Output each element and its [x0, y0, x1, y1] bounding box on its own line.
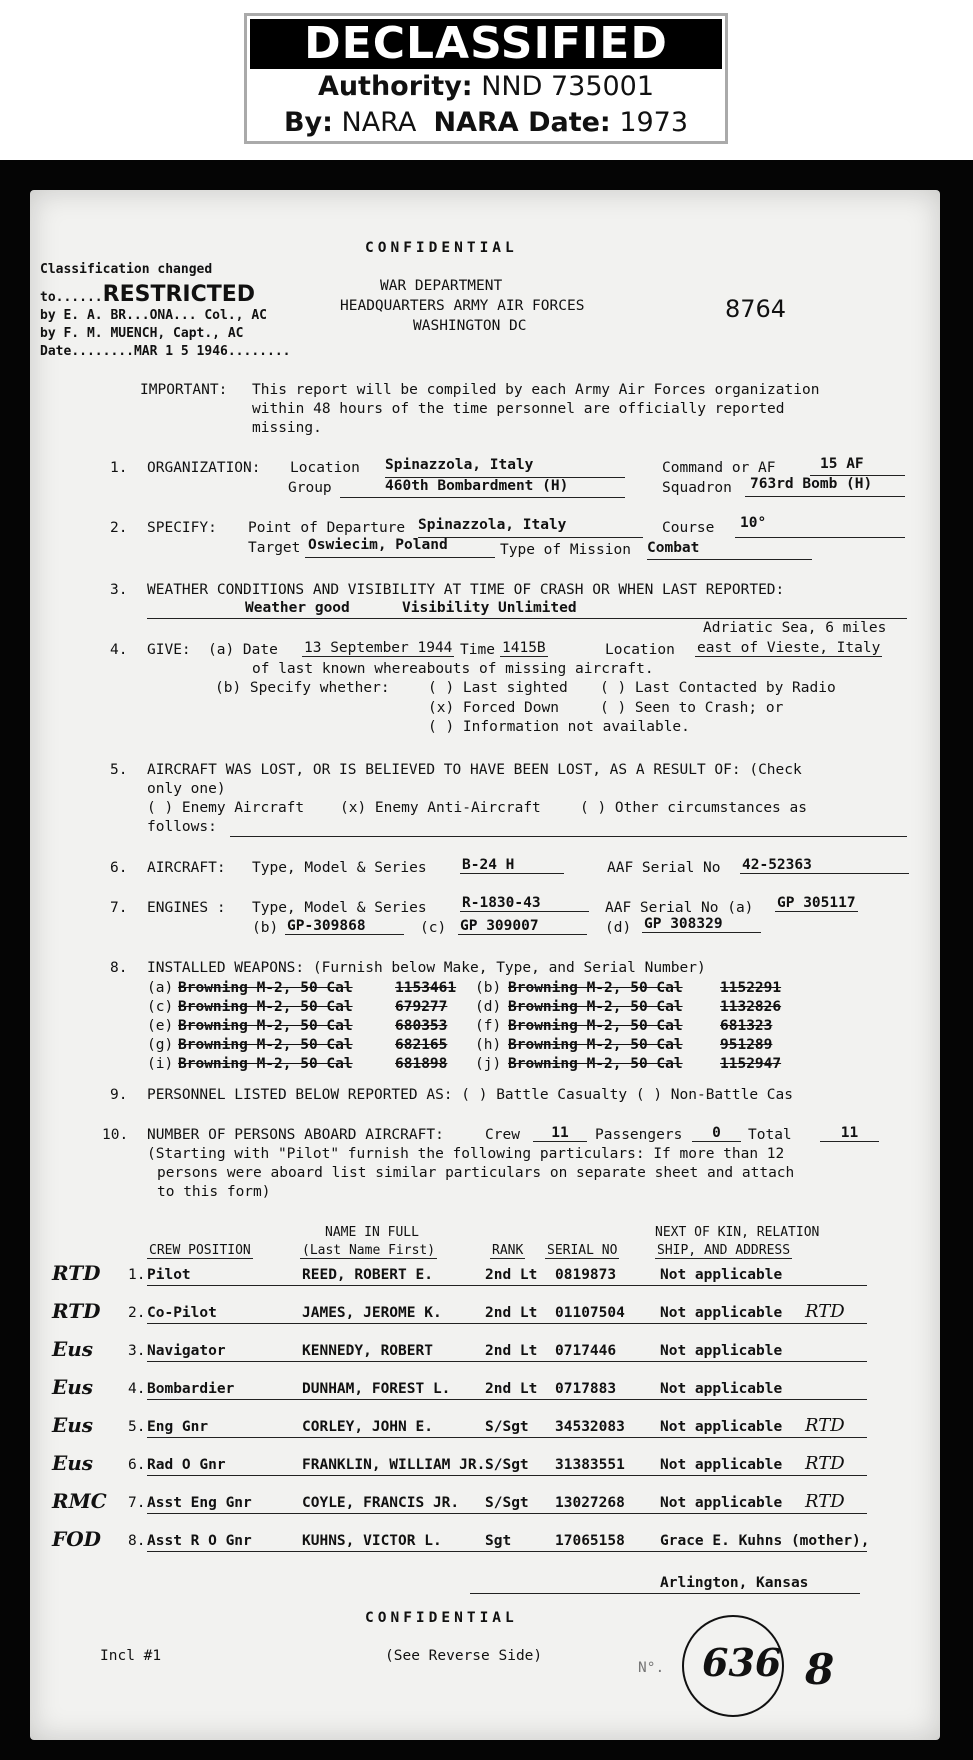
weapon-letter: (e) [147, 1018, 174, 1034]
s7-tms-value: R-1830-43 [460, 895, 589, 912]
weapon-serial: 1152291 [720, 980, 782, 996]
crew-rank: 2nd Lt [485, 1305, 538, 1321]
crew-position: Asst R O Gnr [147, 1533, 252, 1549]
s5-opt-other: ( ) Other circumstances as [580, 800, 807, 816]
crew-position: Bombardier [147, 1381, 235, 1397]
s5-opt-anti-aircraft: (x) Enemy Anti-Aircraft [340, 800, 541, 816]
crew-header-name1: NAME IN FULL [325, 1225, 419, 1240]
stamp-by: By: NARA NARA Date: 1973 [283, 107, 689, 138]
crew-rank: 2nd Lt [485, 1343, 538, 1359]
crew-header-position: CREW POSITION [149, 1243, 251, 1258]
crew-rank: S/Sgt [485, 1495, 529, 1511]
important-text1: This report will be compiled by each Army Air Forces organization [252, 382, 820, 398]
circled-number-text: 636 [702, 1640, 782, 1685]
s2-num: 2. [110, 520, 128, 536]
crew-serial: 17065158 [555, 1533, 625, 1549]
s7-b-label: (b) [252, 920, 279, 936]
weapon-serial: 682165 [395, 1037, 448, 1053]
crew-name: KUHNS, VICTOR L. [302, 1533, 442, 1549]
crew-handwritten-status: Eus [52, 1375, 94, 1399]
crew-name: KENNEDY, ROBERT [302, 1343, 433, 1359]
crew-header-name2: (Last Name First) [302, 1243, 436, 1258]
s10-crew-label: Crew [485, 1127, 520, 1143]
s1-location-label: Location [290, 460, 360, 476]
crew-number: 7. [128, 1495, 146, 1511]
s1-group-label: Group [288, 480, 332, 496]
weapon-serial: 681323 [720, 1018, 773, 1034]
s1-location-value: Spinazzola, Italy [385, 457, 534, 473]
crew-rank: Sgt [485, 1533, 512, 1549]
crew-handwritten-status: FOD [52, 1527, 101, 1551]
s10-line2: (Starting with "Pilot" furnish the following particulars: If more than 12 [147, 1146, 785, 1162]
crew-rank: 2nd Lt [485, 1381, 538, 1397]
hq: HEADQUARTERS ARMY AIR FORCES [340, 298, 585, 314]
s7-tms-label: Type, Model & Series [252, 900, 427, 916]
s7-serial-b: GP-309868 [285, 918, 404, 935]
s2-target-label: Target [248, 540, 301, 556]
weapon-letter: (d) [475, 999, 502, 1015]
crew-position: Rad O Gnr [147, 1457, 226, 1473]
s10-total-value: 11 [820, 1125, 879, 1142]
crew-number: 1. [128, 1267, 146, 1283]
crew-handwritten-note: RTD [805, 1301, 845, 1322]
s1-group-value: 460th Bombardment (H) [385, 478, 569, 494]
s10-label: NUMBER OF PERSONS ABOARD AIRCRAFT: [147, 1127, 444, 1143]
s4-whereabouts: of last known whereabouts of missing aircraft. [252, 661, 654, 677]
crew-handwritten-status: RTD [52, 1261, 101, 1285]
crew-handwritten-status: Eus [52, 1413, 94, 1437]
s1-squadron-value: 763rd Bomb (H) [750, 476, 873, 492]
crew-next-of-kin: Grace E. Kuhns (mother), [660, 1533, 870, 1549]
s7-num: 7. [110, 900, 128, 916]
s10-passengers-label: Passengers [595, 1127, 683, 1143]
weapon-serial: 951289 [720, 1037, 773, 1053]
s1-label: ORGANIZATION: [147, 460, 261, 476]
weapon-serial: 680353 [395, 1018, 448, 1034]
s4-date-label: (a) Date [208, 642, 278, 658]
crew-header-rank: RANK [492, 1243, 524, 1258]
s1-command-value: 15 AF [820, 456, 864, 472]
crew-row-rule [147, 1475, 867, 1476]
crew-number: 6. [128, 1457, 146, 1473]
s10-line3: persons were aboard list similar particulars on separate sheet and attach [157, 1165, 795, 1181]
document-page [30, 190, 940, 1740]
weapon-letter: (i) [147, 1056, 174, 1072]
department: WAR DEPARTMENT [380, 278, 503, 294]
s5-opt-enemy-aircraft: ( ) Enemy Aircraft [147, 800, 305, 816]
weapon-type: Browning M-2, 50 Cal [178, 1056, 353, 1072]
s2-label: SPECIFY: [147, 520, 217, 536]
crew-rank: S/Sgt [485, 1419, 529, 1435]
s5-line1: AIRCRAFT WAS LOST, OR IS BELIEVED TO HAVE BEEN LOST, AS A RESULT OF: (Check [147, 762, 802, 778]
s4-date-value: 13 September 1944 [304, 640, 453, 656]
crew-next-of-kin: Not applicable [660, 1305, 783, 1321]
s6-tms-label: Type, Model & Series [252, 860, 427, 876]
crew-next-of-kin: Not applicable [660, 1381, 783, 1397]
s4-opt-forced-down: (x) Forced Down [428, 700, 559, 716]
crew-serial: 0819873 [555, 1267, 617, 1283]
weapon-letter: (h) [475, 1037, 502, 1053]
crew-next-of-kin: Not applicable [660, 1419, 783, 1435]
stamp-title: DECLASSIFIED [250, 19, 722, 69]
weapon-letter: (j) [475, 1056, 502, 1072]
s8-label: INSTALLED WEAPONS: (Furnish below Make, Type, and Serial Number) [147, 960, 706, 976]
crew-handwritten-note: RTD [805, 1453, 845, 1474]
crew-next-of-kin: Not applicable [660, 1343, 783, 1359]
s10-line4: to this form) [157, 1184, 271, 1200]
s7-serial-c: GP 309007 [458, 918, 587, 935]
s4-location-line1: Adriatic Sea, 6 miles [703, 620, 887, 636]
s3-num: 3. [110, 582, 128, 598]
s10-num: 10. [102, 1127, 129, 1143]
crew-number: 2. [128, 1305, 146, 1321]
s4-time-value: 1415B [502, 640, 546, 656]
s6-label: AIRCRAFT: [147, 860, 226, 876]
weapon-type: Browning M-2, 50 Cal [508, 1018, 683, 1034]
s2-departure-label: Point of Departure [248, 520, 406, 536]
stamp-authority: Authority: NND 735001 [317, 71, 655, 102]
crew-name: CORLEY, JOHN E. [302, 1419, 433, 1435]
s10-crew-value: 11 [533, 1125, 587, 1142]
crew-position: Co-Pilot [147, 1305, 217, 1321]
s4-location-label: Location [605, 642, 675, 658]
weapon-serial: 681898 [395, 1056, 448, 1072]
confidential-footer: CONFIDENTIAL [365, 1610, 518, 1626]
reclass-line4: by F. M. MUENCH, Capt., AC [40, 326, 244, 341]
weapon-type: Browning M-2, 50 Cal [508, 999, 683, 1015]
s3-visibility-value: Visibility Unlimited [402, 600, 577, 616]
s5-num: 5. [110, 762, 128, 778]
reclass-line5: Date........MAR 1 5 1946........ [40, 344, 291, 359]
crew-serial: 13027268 [555, 1495, 625, 1511]
s5-line2: only one) [147, 781, 226, 797]
crew-serial: 34532083 [555, 1419, 625, 1435]
s4-num: 4. [110, 642, 128, 658]
number-label: N°. [638, 1660, 665, 1676]
crew-serial: 0717883 [555, 1381, 617, 1397]
weapon-type: Browning M-2, 50 Cal [178, 999, 353, 1015]
important-text3: missing. [252, 420, 322, 436]
weapon-letter: (a) [147, 980, 174, 996]
crew-serial: 31383551 [555, 1457, 625, 1473]
crew-handwritten-note: RTD [805, 1491, 845, 1512]
s3-weather-value: Weather good [245, 600, 350, 616]
weapon-serial: 1153461 [395, 980, 457, 996]
crew-header-kin1: NEXT OF KIN, RELATION [655, 1225, 820, 1240]
crew-name: DUNHAM, FOREST L. [302, 1381, 451, 1397]
crew-kin-address: Arlington, Kansas [660, 1575, 809, 1591]
crew-row-rule [147, 1437, 867, 1438]
s7-d-label: (d) [605, 920, 632, 936]
weapon-serial: 1152947 [720, 1056, 782, 1072]
crew-number: 3. [128, 1343, 146, 1359]
s4-location-line2: east of Vieste, Italy [697, 640, 881, 656]
crew-name: COYLE, FRANCIS JR. [302, 1495, 460, 1511]
weapon-type: Browning M-2, 50 Cal [178, 1018, 353, 1034]
crew-next-of-kin: Not applicable [660, 1457, 783, 1473]
reclass-line1: Classification changed [40, 262, 213, 277]
s1-squadron-label: Squadron [662, 480, 732, 496]
crew-handwritten-status: RTD [52, 1299, 101, 1323]
s4-opt-last-contacted: ( ) Last Contacted by Radio [600, 680, 836, 696]
s2-departure-value: Spinazzola, Italy [418, 517, 567, 533]
inclosure-label: Incl #1 [100, 1648, 162, 1664]
s6-serial-value: 42-52363 [740, 857, 909, 874]
crew-handwritten-status: RMC [52, 1489, 107, 1513]
crew-position: Eng Gnr [147, 1419, 209, 1435]
s6-serial-label: AAF Serial No [607, 860, 721, 876]
document-number: 8764 [725, 295, 787, 323]
weapon-letter: (f) [475, 1018, 502, 1034]
s4-time-label: Time [460, 642, 495, 658]
s2-mission-label: Type of Mission [500, 542, 631, 558]
s7-label: ENGINES : [147, 900, 226, 916]
crew-header-serial: SERIAL NO [547, 1243, 618, 1258]
s10-total-label: Total [748, 1127, 792, 1143]
s10-passengers-value: 0 [692, 1125, 741, 1142]
see-reverse: (See Reverse Side) [385, 1648, 543, 1664]
reclass-line3: by E. A. BR...ONA... Col., AC [40, 308, 267, 323]
weapon-serial: 1132826 [720, 999, 782, 1015]
city: WASHINGTON DC [413, 318, 527, 334]
s6-tms-value: B-24 H [460, 857, 564, 874]
weapon-type: Browning M-2, 50 Cal [178, 1037, 353, 1053]
s7-serial-d: GP 308329 [642, 916, 761, 933]
important-label: IMPORTANT: [140, 382, 228, 398]
declassified-stamp [244, 13, 728, 144]
crew-name: FRANKLIN, WILLIAM JR. [302, 1457, 486, 1473]
s6-num: 6. [110, 860, 128, 876]
s9-text: PERSONNEL LISTED BELOW REPORTED AS: ( ) Battle Casualty ( ) Non-Battle Cas [147, 1087, 794, 1103]
crew-row-rule [147, 1285, 867, 1286]
crew-row-rule [147, 1361, 867, 1362]
crew-position: Pilot [147, 1267, 191, 1283]
crew-next-of-kin: Not applicable [660, 1495, 783, 1511]
crew-row-rule [147, 1513, 867, 1514]
crew-header-kin2: SHIP, AND ADDRESS [657, 1243, 791, 1258]
s7-serial-label: AAF Serial No (a) [605, 900, 754, 916]
weapon-letter: (c) [147, 999, 174, 1015]
s2-course-label: Course [662, 520, 715, 536]
s1-command-label: Command or AF [662, 460, 776, 476]
s8-num: 8. [110, 960, 128, 976]
crew-position: Asst Eng Gnr [147, 1495, 252, 1511]
crew-name: JAMES, JEROME K. [302, 1305, 442, 1321]
weapon-type: Browning M-2, 50 Cal [508, 1037, 683, 1053]
crew-serial: 01107504 [555, 1305, 625, 1321]
crew-serial: 0717446 [555, 1343, 617, 1359]
weapon-type: Browning M-2, 50 Cal [178, 980, 353, 996]
s7-serial-a: GP 305117 [777, 895, 856, 911]
weapon-letter: (g) [147, 1037, 174, 1053]
crew-name: REED, ROBERT E. [302, 1267, 433, 1283]
crew-row-rule [147, 1323, 867, 1324]
s4-opt-info-na: ( ) Information not available. [428, 719, 690, 735]
weapon-letter: (b) [475, 980, 502, 996]
crew-next-of-kin: Not applicable [660, 1267, 783, 1283]
handwritten-number: 8 [805, 1645, 835, 1694]
crew-position: Navigator [147, 1343, 226, 1359]
crew-number: 4. [128, 1381, 146, 1397]
crew-handwritten-status: Eus [52, 1337, 94, 1361]
s7-c-label: (c) [420, 920, 447, 936]
s3-label: WEATHER CONDITIONS AND VISIBILITY AT TIME OF CRASH OR WHEN LAST REPORTED: [147, 582, 785, 598]
weapon-serial: 679277 [395, 999, 448, 1015]
crew-rank: 2nd Lt [485, 1267, 538, 1283]
s9-num: 9. [110, 1087, 128, 1103]
reclass-line2: to......RESTRICTED [40, 282, 256, 307]
crew-handwritten-status: Eus [52, 1451, 94, 1475]
weapon-type: Browning M-2, 50 Cal [508, 980, 683, 996]
s4-opt-last-sighted: ( ) Last sighted [428, 680, 568, 696]
confidential-header: CONFIDENTIAL [365, 240, 518, 256]
crew-number: 5. [128, 1419, 146, 1435]
s2-mission-value: Combat [647, 540, 700, 556]
crew-row-rule [147, 1551, 867, 1552]
weapon-type: Browning M-2, 50 Cal [508, 1056, 683, 1072]
s4-opt-seen-crash: ( ) Seen to Crash; or [600, 700, 784, 716]
crew-rank: S/Sgt [485, 1457, 529, 1473]
s2-target-value: Oswiecim, Poland [308, 537, 448, 553]
crew-number: 8. [128, 1533, 146, 1549]
s4-label: GIVE: [147, 642, 191, 658]
important-text2: within 48 hours of the time personnel are officially reported [252, 401, 785, 417]
crew-row-rule [147, 1399, 867, 1400]
s2-course-value: 10° [740, 515, 767, 531]
s5-follows: follows: [147, 819, 217, 835]
s1-num: 1. [110, 460, 128, 476]
crew-handwritten-note: RTD [805, 1415, 845, 1436]
s4-specify: (b) Specify whether: [215, 680, 390, 696]
